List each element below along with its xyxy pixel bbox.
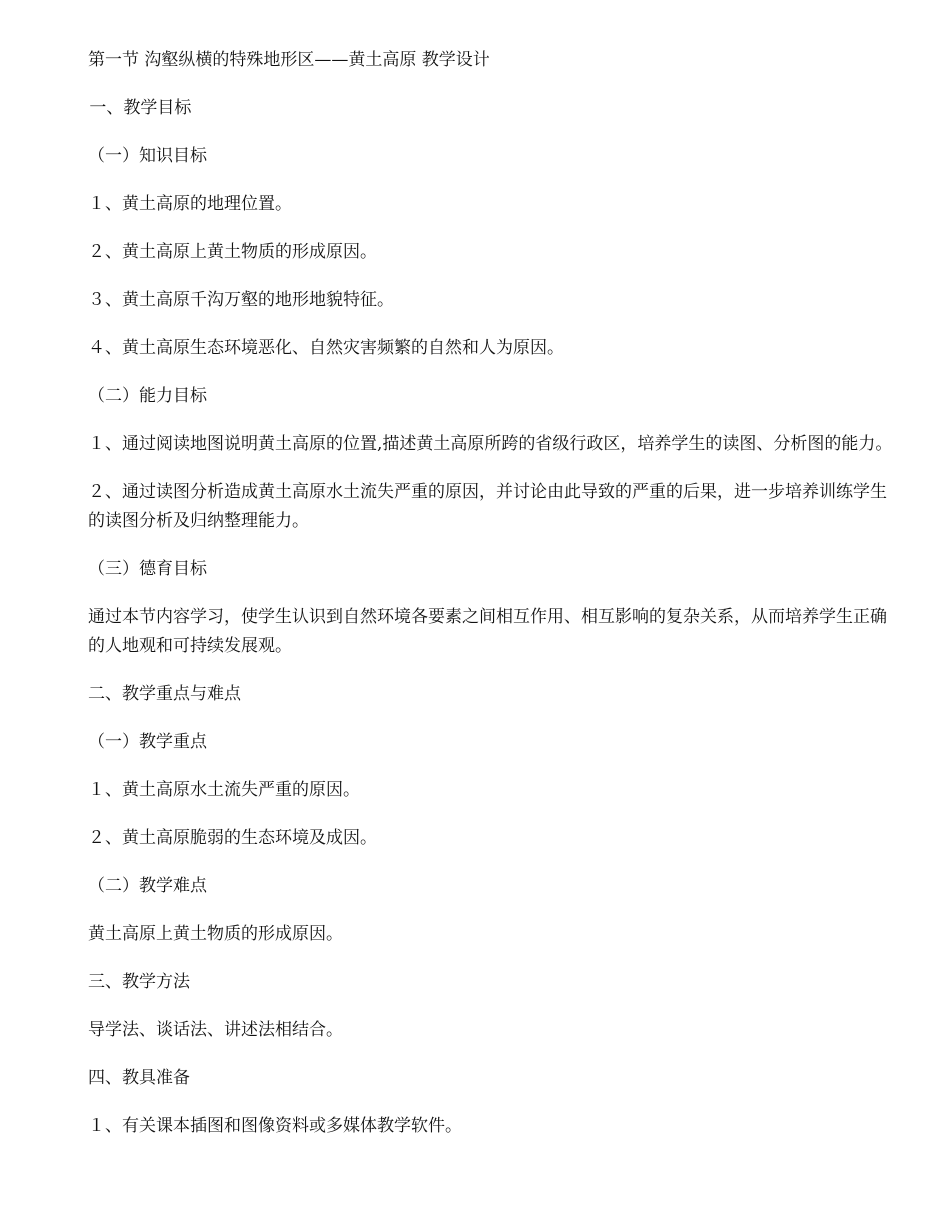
subsection-heading: （一）教学重点 xyxy=(88,732,207,752)
section-heading: 三、教学方法 xyxy=(88,972,190,992)
subsection-heading: （三）德育目标 xyxy=(88,559,207,579)
list-item: ２、黄土高原脆弱的生态环境及成因。 xyxy=(88,828,377,848)
section-heading: 二、教学重点与难点 xyxy=(88,684,241,704)
subsection-heading: （一）知识目标 xyxy=(88,146,207,166)
list-item: ２、通过读图分析造成黄土高原水土流失严重的原因，并讨论由此导致的严重的后果，进一步培养训练学生的读图分析及归纳整理能力。 xyxy=(88,482,887,531)
section-heading: 一、教学目标 xyxy=(84,98,192,118)
body-paragraph: 黄土高原上黄土物质的形成原因。 xyxy=(88,924,343,944)
body-paragraph: 通过本节内容学习，使学生认识到自然环境各要素之间相互作用、相互影响的复杂关系，从而培养学生正确的人地观和可持续发展观。 xyxy=(88,607,887,656)
list-item: １、黄土高原的地理位置。 xyxy=(88,194,292,214)
list-item: １、通过阅读地图说明黄土高原的位置,描述黄土高原所跨的省级行政区，培养学生的读图、分析图的能力。 xyxy=(88,434,893,454)
document-page xyxy=(84,46,898,1160)
section-heading: 四、教具准备 xyxy=(88,1068,190,1088)
list-item: ２、黄土高原上黄土物质的形成原因。 xyxy=(88,242,377,262)
subsection-heading: （二）教学难点 xyxy=(88,876,207,896)
list-item: １、黄土高原水土流失严重的原因。 xyxy=(88,780,360,800)
document-title: 第一节 沟壑纵横的特殊地形区——黄土高原 教学设计 xyxy=(88,50,490,70)
subsection-heading: （二）能力目标 xyxy=(88,386,207,406)
list-item: １、有关课本插图和图像资料或多媒体教学软件。 xyxy=(88,1116,462,1136)
list-item: ３、黄土高原千沟万壑的地形地貌特征。 xyxy=(88,290,394,310)
list-item: ４、黄土高原生态环境恶化、自然灾害频繁的自然和人为原因。 xyxy=(88,338,564,358)
body-paragraph: 导学法、谈话法、讲述法相结合。 xyxy=(88,1020,343,1040)
